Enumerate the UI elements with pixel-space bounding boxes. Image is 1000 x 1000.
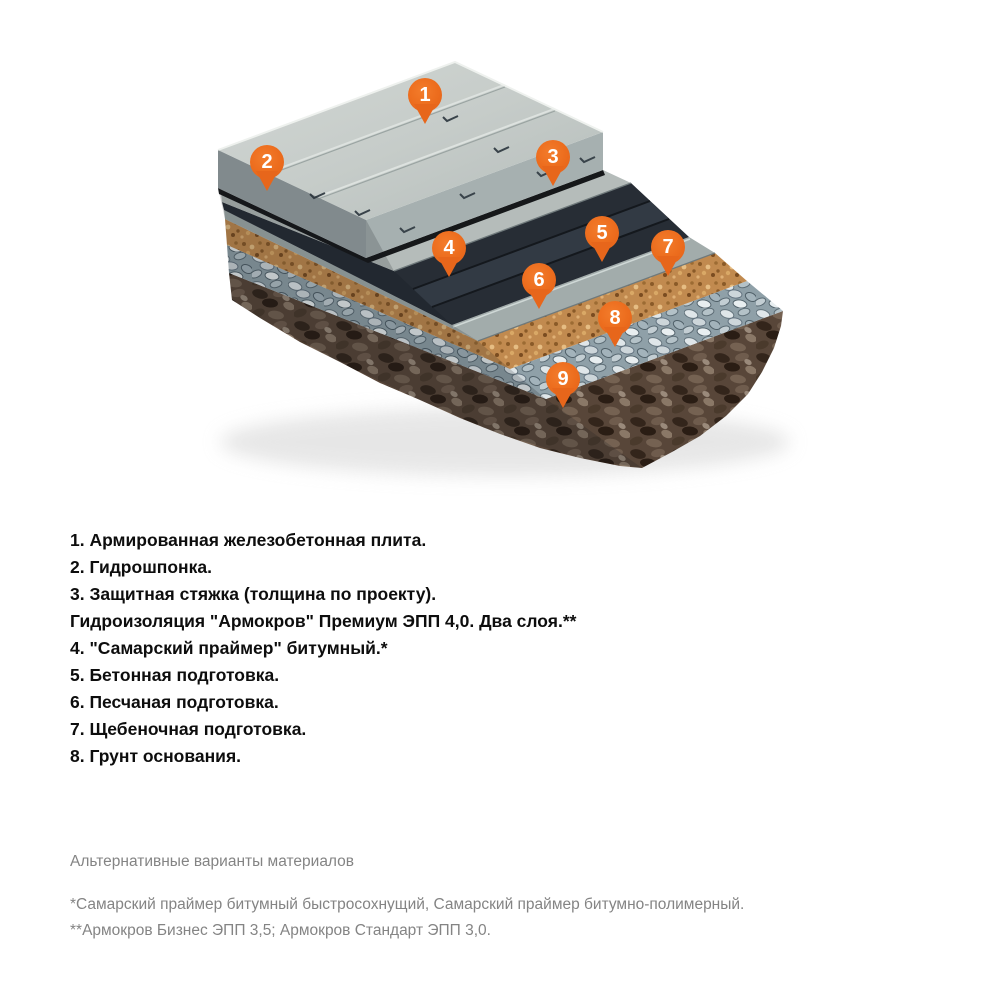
footnote-primer: *Самарский праймер битумный быстросохнущий, Самарский праймер битумно-полимерный.	[70, 896, 745, 913]
pin-5: 5	[585, 216, 619, 250]
pin-7: 7	[651, 230, 685, 264]
legend-item-5: 5. Бетонная подготовка.	[70, 665, 280, 685]
legend-item-7: 7. Щебеночная подготовка.	[70, 719, 307, 739]
legend-item-waterproofing: Гидроизоляция "Армокров" Премиум ЭПП 4,0. Два слоя.**	[70, 611, 577, 631]
legend-item-4: 4. "Самарский праймер" битумный.*	[70, 638, 388, 658]
footnotes-title: Альтернативные варианты материалов	[70, 853, 355, 870]
pin-3: 3	[536, 140, 570, 174]
legend-item-2: 2. Гидрошпонка.	[70, 557, 212, 577]
pin-8: 8	[598, 301, 632, 335]
pin-9: 9	[546, 362, 580, 396]
pin-4: 4	[432, 231, 466, 265]
legend	[70, 527, 770, 770]
legend-item-3: 3. Защитная стяжка (толщина по проекту).	[70, 584, 437, 604]
pin-2: 2	[250, 145, 284, 179]
footnotes	[70, 849, 930, 944]
pin-6: 6	[522, 263, 556, 297]
footnote-armokrov: **Армокров Бизнес ЭПП 3,5; Армокров Стандарт ЭПП 3,0.	[70, 922, 491, 939]
legend-item-1: 1. Армированная железобетонная плита.	[70, 530, 427, 550]
legend-item-8: 8. Грунт основания.	[70, 746, 242, 766]
pin-1: 1	[408, 78, 442, 112]
legend-item-6: 6. Песчаная подготовка.	[70, 692, 279, 712]
